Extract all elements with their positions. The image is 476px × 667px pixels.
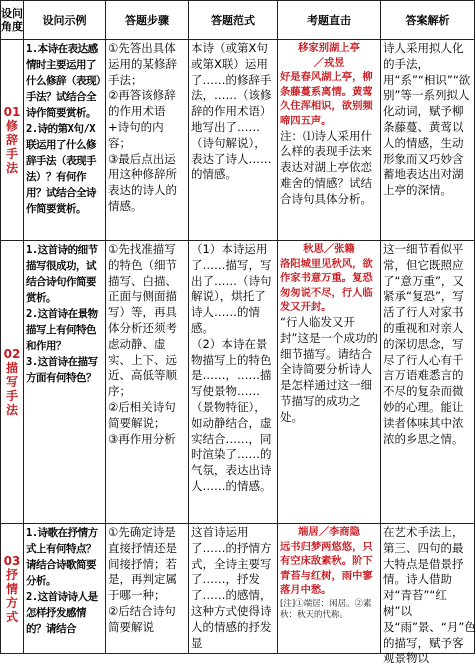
question-text: “行人临发又开封”这是一个成功的细节描写。请结合全诗简要分析诗人是怎样通过这一细节描写的成功之处。 xyxy=(280,314,378,424)
template-cell: （1）本诗运用了……描写，写出了……（诗句解说），烘托了诗人……的情感。 （2）本诗在景物描写上的特色是……，……描写使景物……（景物特征），如动静结合，虚实结合……，同时渲染了……的气氛，表达出诗人……的情感。 xyxy=(189,241,278,524)
question-text: 注：⑴诗人采用什么样的表现手法来表达对湖上亭依恋难舍的情感？试结合诗句具体分析。 xyxy=(280,128,372,206)
poem xyxy=(280,41,378,129)
poem-note: [注]①端居：闲居。②素秋：秋天的代称。 xyxy=(280,598,372,620)
example-cell: 1.本诗在表达感情时主要运用了什么修辞（表现）手法？试结合全诗作简要赏析。 2.诗的第X句/X联运用了什么修辞手法（表现手法）？有何作用？试结合全诗作简要赏析。 xyxy=(24,40,106,241)
section-name: 抒 情 方 式 xyxy=(5,567,18,624)
header-example: 设问示例 xyxy=(24,1,106,40)
answer-cell: 这一细节看似平常，但它既照应了“意万重”，又紧承“复恐”，写活了行人对家书的重视和对亲人的深切思念，写尽了行人心有千言万语难悉言的不尽的复杂而微妙的心理。能让读者体味其中浓浓的乡思之情。 xyxy=(381,241,475,524)
steps-cell: ①先确定诗是直接抒情还是间接抒情；若是，再判定属于哪一种； ②后结合诗句简要解说 xyxy=(106,524,189,654)
steps-cell: ①先找准描写的特色（细节描写、白描、正面与侧面描写）等，再具体分析还须考虑动静、虚实、上下、远近、高低等顺序； ②后相关诗句简要解说； ③再作用分析 xyxy=(106,241,189,524)
poem-title: 移家别湖上亭 xyxy=(298,42,360,54)
section-number: 02 xyxy=(3,347,21,361)
table-row xyxy=(1,40,475,241)
poem xyxy=(280,525,378,621)
table-row xyxy=(1,241,475,524)
header-question: 考题直击 xyxy=(278,1,381,40)
header-answer: 答案解析 xyxy=(381,1,475,40)
section-name: 修 辞 手 法 xyxy=(5,119,18,175)
section-number: 03 xyxy=(3,553,21,568)
section-label xyxy=(1,40,24,241)
answer-cell: 在艺术手法上，第三、四句的最大特点是借景抒情。诗人借助对“青苔”“红树”以及“雨”景、“月”色的描写，赋予客观景物以 xyxy=(381,524,475,654)
section-number: 01 xyxy=(3,105,21,119)
header-template: 答题范式 xyxy=(189,1,278,40)
poem-text: 好是春风湖上亭，柳条藤蔓系离情。黄莺久住浑相识，欲别频啼四五声。 xyxy=(280,71,373,127)
poem-author: ／戎昱 xyxy=(313,56,345,69)
section-label xyxy=(1,524,24,654)
poem-title: 端居／李商隐 xyxy=(298,526,360,538)
answer-cell: 诗人采用拟人化的手法，用“系”“相识”“欲别”等一系列拟人化动词，赋予柳条藤蔓、黄莺以人的情感，生动形象而又巧妙含蓄地表达出对湖上亭的深情。 xyxy=(381,40,475,241)
section-name: 描 写 手 法 xyxy=(5,361,18,417)
example-cell: 1.这首诗的细节描写很成功，试结合诗句作简要赏析。 2.这首诗在景物描写上有何特色和作用？ 3.这首诗在描写方面有何特色？ xyxy=(24,241,106,524)
template-cell: 本诗（或第X句或第X联）运用了……的修辞手法，……（该修辞的作用术语）地写出了……（诗句解说），表达了诗人……的情感。 xyxy=(189,40,278,241)
poem-text: 洛阳城里见秋风，欲作家书意万重。复恐匆匆说不尽，行人临发又开封。 xyxy=(280,257,373,314)
question-cell xyxy=(278,40,381,241)
header-row xyxy=(1,1,475,40)
table-row xyxy=(1,524,475,654)
template-cell: 这首诗运用了……的抒情方式，全诗主要写了……，抒发了……的感情，这种方式使得诗人的情感的抒发显 xyxy=(189,524,278,654)
example-cell: 1.诗歌在抒情方式上有何特点？请结合诗歌简要分析。 2.这首诗诗人是怎样抒发感情的？请结合 xyxy=(24,524,106,654)
poem xyxy=(280,242,378,315)
header-steps: 答题步骤 xyxy=(106,1,189,40)
section-label xyxy=(1,241,24,524)
poem-title: 秋思／张籍 xyxy=(303,243,355,255)
steps-cell: ①先答出具体运用的某修辞手法； ②再答该修辞的作用术语+诗句的内容； ③最后点出运用这种修辞所表达的诗人的情感。 xyxy=(106,40,189,241)
poem-text: 远书归梦两悠悠，只有空床敌素秋。阶下青苔与红树，雨中寥落月中愁。 xyxy=(280,540,373,597)
question-cell xyxy=(278,524,381,654)
question-cell xyxy=(278,241,381,524)
header-angle: 设问 角度 xyxy=(1,1,24,40)
